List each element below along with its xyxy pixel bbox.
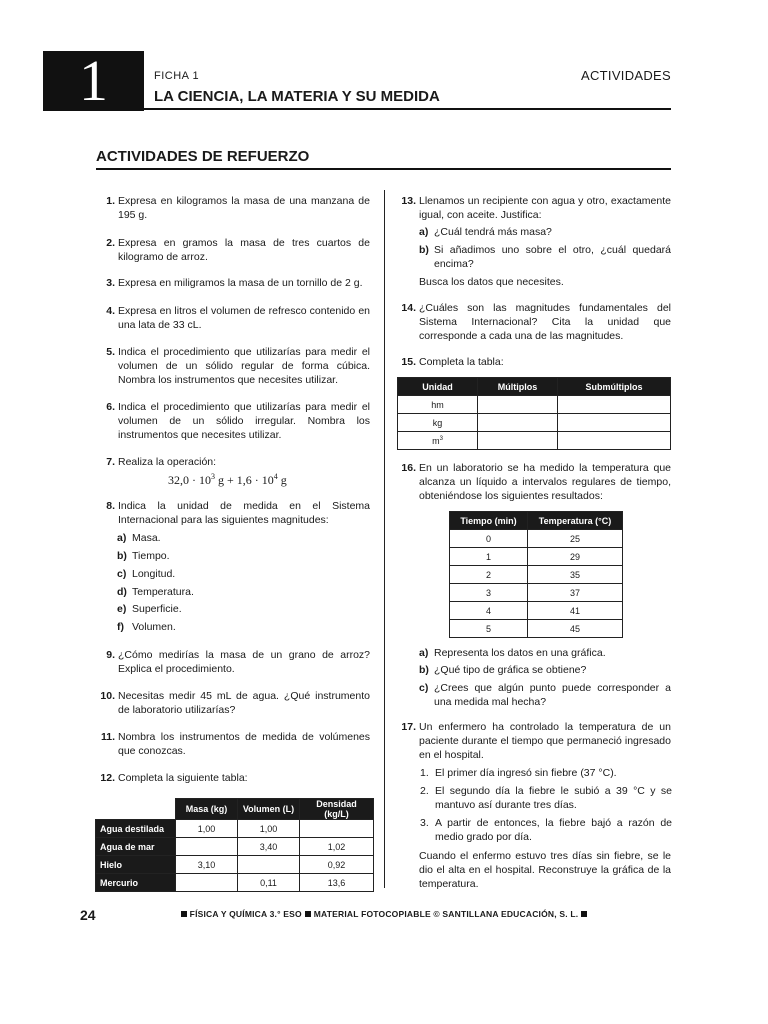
exercise-text: Llenamos un recipiente con agua y otro, exactamente igual, con aceite. Justifica: (419, 195, 671, 221)
table-cell (558, 414, 671, 432)
exercise-number: 17. (401, 721, 416, 733)
table-cell: 5 (450, 620, 528, 638)
table-cell: 0,92 (300, 856, 374, 874)
table-row (96, 820, 374, 838)
table-cell (478, 414, 558, 432)
table-cell (558, 396, 671, 414)
column-divider (384, 190, 385, 888)
exercise-text: Expresa en miligramos la masa de un tornillo de 2 g. (118, 277, 363, 289)
exercise-number: 1. (106, 195, 115, 207)
table-cell (176, 838, 238, 856)
exercise-number: 16. (401, 462, 416, 474)
temperature-table (449, 511, 623, 638)
table-header: Masa (kg) (176, 799, 238, 820)
table-row (450, 530, 623, 548)
table-cell: 1,00 (238, 820, 300, 838)
exercise-number: 8. (106, 500, 115, 512)
exercise-number: 14. (401, 302, 416, 314)
table-cell (558, 432, 671, 450)
table-row (450, 620, 623, 638)
table-cell: 3,10 (176, 856, 238, 874)
table-header: Submúltiplos (558, 378, 671, 396)
exercise-text: ¿Cómo medirías la masa de un grano de arroz? Explica el procedimiento. (118, 649, 370, 675)
units-table (397, 377, 671, 450)
exercise-text: Expresa en litros el volumen de refresco contenido en una lata de 33 cL. (118, 305, 370, 331)
exercise-number: 4. (106, 305, 115, 317)
table-header: Densidad (kg/L) (300, 799, 374, 820)
table-cell (176, 874, 238, 892)
table-cell (478, 396, 558, 414)
exercise-text: Indica el procedimiento que utilizarías para medir el volumen de un sólido irregular. Nombra los instrumentos que necesites utilizar. (118, 401, 370, 441)
table-row-label: Agua destilada (96, 820, 176, 838)
table-row (96, 838, 374, 856)
table-cell (478, 432, 558, 450)
table-cell: 37 (528, 584, 623, 602)
square-bullet-icon (305, 911, 311, 917)
table-cell: 25 (528, 530, 623, 548)
chapter-number: 1 (79, 48, 108, 113)
table-cell: 1,02 (300, 838, 374, 856)
exercise-text: Expresa en kilogramos la masa de una manzana de 195 g. (118, 195, 370, 221)
exercise-number: 13. (401, 195, 416, 207)
table-row (96, 856, 374, 874)
operation-formula: $32,0 \cdot 10^3$ $g + 1,6 \cdot 10^4$ g (168, 472, 287, 487)
section-title: ACTIVIDADES DE REFUERZO (96, 148, 310, 165)
table-corner (96, 799, 176, 820)
header-rule (144, 108, 671, 110)
table-row (398, 432, 671, 450)
table-cell: 41 (528, 602, 623, 620)
ficha-label: FICHA 1 (154, 70, 200, 82)
exercise-text: En un laboratorio se ha medido la temperatura que alcanza un líquido a intervalos regulares de tiempo, obteniéndose los siguientes resultados: (419, 462, 671, 502)
table-row (450, 566, 623, 584)
table-cell: 1 (450, 548, 528, 566)
exercise-number: 12. (100, 772, 115, 784)
square-bullet-icon (581, 911, 587, 917)
table-cell: 1,00 (176, 820, 238, 838)
table-cell: 13,6 (300, 874, 374, 892)
table-cell: 2 (450, 566, 528, 584)
table-cell: 3,40 (238, 838, 300, 856)
section-tag: ACTIVIDADES (581, 68, 671, 83)
table-cell: hm (398, 396, 478, 414)
exercise-number: 7. (106, 456, 115, 468)
exercise-text: Realiza la operación: (118, 456, 217, 468)
exercise-number: 10. (100, 690, 115, 702)
table-cell: 4 (450, 602, 528, 620)
chapter-number-box (43, 48, 144, 113)
table-row-label: Agua de mar (96, 838, 176, 856)
exercise-text: Nombra los instrumentos de medida de volúmenes que conozcas. (118, 731, 370, 757)
exercise-text: ¿Cuáles son las magnitudes fundamentales del Sistema Internacional? Cita la unidad que corresponde a cada una de las magnitudes. (419, 302, 671, 342)
table-row (398, 414, 671, 432)
exercise-text: Indica el procedimiento que utilizarías para medir el volumen de un sólido regular de forma cúbica. Nombra los instrumentos que necesites utilizar. (118, 346, 370, 386)
table-cell (300, 820, 374, 838)
table-header-row (96, 799, 374, 820)
table-cell: 3 (450, 584, 528, 602)
exercise-text: Completa la tabla: (419, 356, 504, 368)
page-number: 24 (80, 907, 96, 923)
exercise-number: 5. (106, 346, 115, 358)
footer-text: FÍSICA Y QUÍMICA 3.° ESO MATERIAL FOTOCOPIABLE © SANTILLANA EDUCACIÓN, S. L. (0, 909, 768, 919)
table-header-row (398, 378, 671, 396)
table-header-row (450, 512, 623, 530)
exercise-number: 6. (106, 401, 115, 413)
exercise-text: Expresa en gramos la masa de tres cuartos de kilogramo de arroz. (118, 237, 370, 263)
table-cell: kg (398, 414, 478, 432)
table-cell: 0,11 (238, 874, 300, 892)
table-cell: $m^3$ (398, 432, 478, 450)
exercise-number: 9. (106, 649, 115, 661)
table-row (450, 602, 623, 620)
exercise-number: 15. (401, 356, 416, 368)
table-row (398, 396, 671, 414)
exercise-text: Completa la siguiente tabla: (118, 772, 248, 784)
table-row (450, 584, 623, 602)
density-table (95, 798, 374, 892)
exercise-text: Un enfermero ha controlado la temperatura de un paciente durante el tiempo que permaneció ingresado en el hospital. (419, 721, 671, 761)
exercise-number: 2. (106, 237, 115, 249)
exercise-number: 11. (100, 731, 115, 743)
table-header: Tiempo (min) (450, 512, 528, 530)
table-header: Temperatura (°C) (528, 512, 623, 530)
exercise-text: Indica la unidad de medida en el Sistema Internacional para las siguientes magnitudes: (118, 500, 370, 526)
chapter-title: LA CIENCIA, LA MATERIA Y SU MEDIDA (154, 88, 440, 105)
table-cell: 45 (528, 620, 623, 638)
table-row (450, 548, 623, 566)
table-row-label: Mercurio (96, 874, 176, 892)
exercise-text: Necesitas medir 45 mL de agua. ¿Qué instrumento de laboratorio utilizarías? (118, 690, 370, 716)
table-cell (238, 856, 300, 874)
exercise-number: 3. (106, 277, 115, 289)
section-rule (96, 168, 671, 170)
table-row-label: Hielo (96, 856, 176, 874)
table-cell: 29 (528, 548, 623, 566)
table-cell: 0 (450, 530, 528, 548)
square-bullet-icon (181, 911, 187, 917)
table-header: Unidad (398, 378, 478, 396)
table-row (96, 874, 374, 892)
table-header: Múltiplos (478, 378, 558, 396)
table-cell: 35 (528, 566, 623, 584)
table-header: Volumen (L) (238, 799, 300, 820)
